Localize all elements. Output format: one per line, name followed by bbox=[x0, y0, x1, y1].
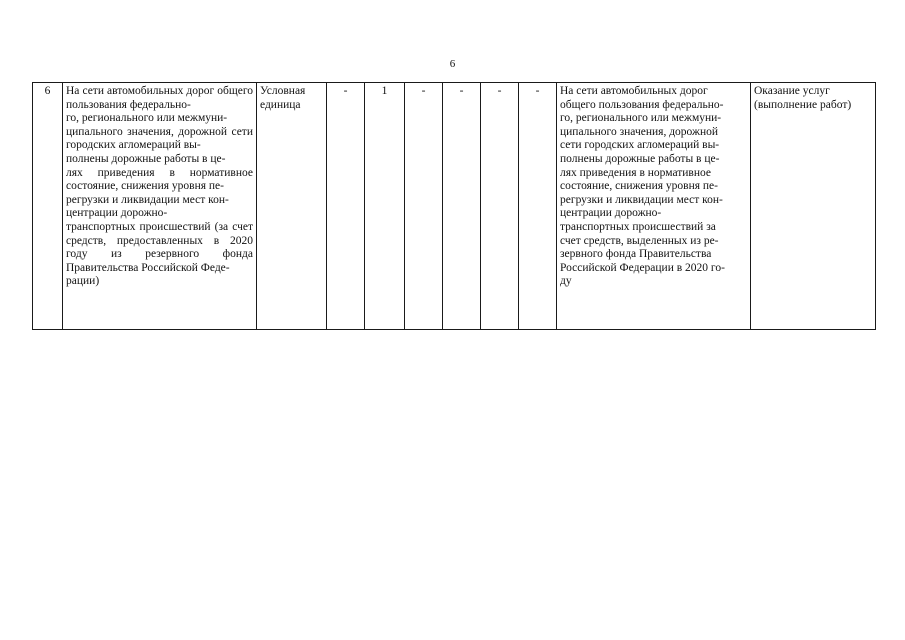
value-cell-4: - bbox=[443, 83, 481, 330]
value-cell-1: - bbox=[327, 83, 365, 330]
value-cell-5: - bbox=[481, 83, 519, 330]
description-text: На сети автомобильных дорог общего пользования федерально- го, регионального или межмуни- ципального значения, дорожной сети городских агломераций вы- полнены дорожные работы в це- лях приведения в нормативное состояние, снижения уровня пе- регрузки и ликвидации мест кон- центрации дорожно- транспортных происшествий (за счет средств, предоставленных в 2020 году из резервного фонда Правительства Российской Феде- рации) bbox=[66, 85, 253, 288]
value-cell-2: 1 bbox=[365, 83, 405, 330]
service-type-text: Оказание услуг (выполнение работ) bbox=[754, 85, 852, 111]
result-cell bbox=[557, 83, 751, 330]
document-table bbox=[32, 82, 876, 330]
unit-cell: Условная единица bbox=[257, 83, 327, 330]
page-number: 6 bbox=[449, 58, 456, 70]
row-number-cell: 6 bbox=[33, 83, 63, 330]
value-cell-3: - bbox=[405, 83, 443, 330]
value-cell-6: - bbox=[519, 83, 557, 330]
table-row bbox=[33, 83, 876, 330]
result-text: На сети автомобильных дорог общего пользования федерально- го, регионального или межмуни- ципального значения, дорожной сети городских агломераций вы- полнены дорожные работы в це- лях приведения в нормативное состояние, снижения уровня пе- регрузки и ликвидации мест кон- центрации дорожно- транспортных происшествий за счет средств, выделенных из ре- зервного фонда Правительства Российской Федерации в 2020 го- ду bbox=[560, 85, 725, 288]
description-cell bbox=[63, 83, 257, 330]
service-type-cell bbox=[751, 83, 876, 330]
